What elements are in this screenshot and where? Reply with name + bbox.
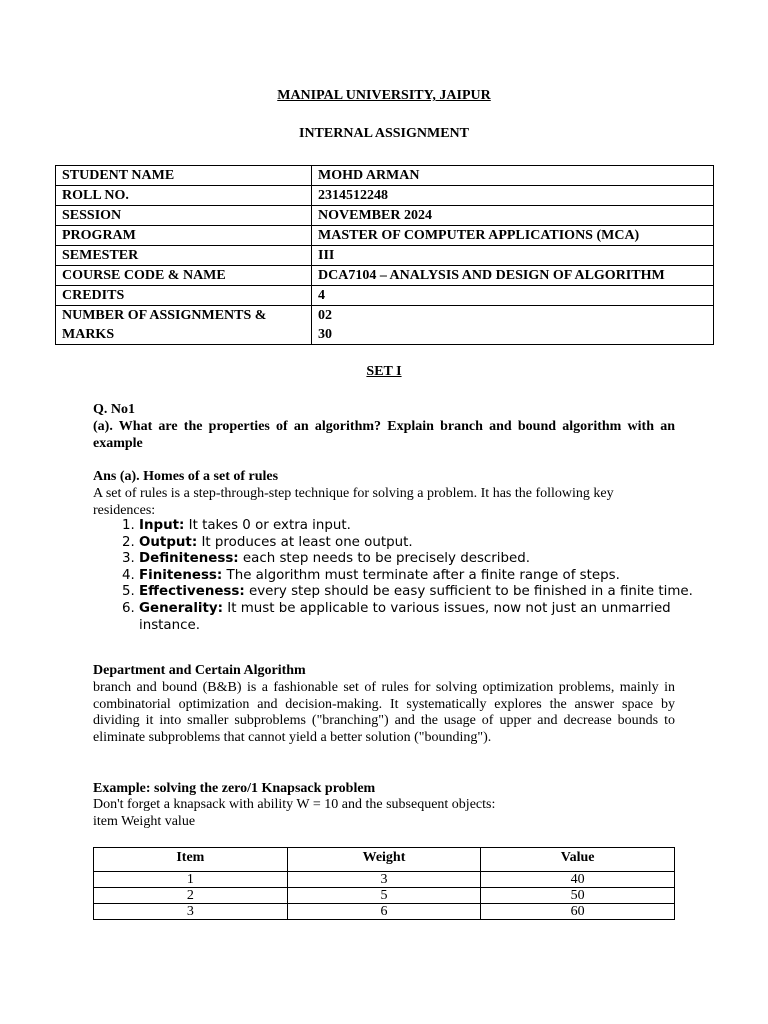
info-value: MASTER OF COMPUTER APPLICATIONS (MCA) — [312, 226, 714, 246]
table-row — [56, 286, 714, 306]
info-label: STUDENT NAME — [56, 166, 312, 186]
table-row — [56, 206, 714, 226]
info-value: 2314512248 — [312, 186, 714, 206]
table-row — [94, 904, 675, 920]
question-number: Q. No1 — [93, 402, 135, 417]
bb-paragraph: branch and bound (B&B) is a fashionable set of rules for solving optimization problems, mainly in combinatorial optimization and decision-making. It systematically explores the answer space by dividing it into smaller subproblems ("branching") and the usage of upper and decrease bounds to eliminate subproblems that cannot yield a better solution ("bounding"). — [93, 680, 675, 745]
info-label: SEMESTER — [56, 246, 312, 266]
table-row — [56, 266, 714, 286]
info-label: SESSION — [56, 206, 312, 226]
table-row — [56, 246, 714, 266]
table-row — [56, 166, 714, 186]
answer-intro: A set of rules is a step-through-step technique for solving a problem. It has the following key residences: — [93, 486, 614, 518]
student-info-table — [55, 165, 714, 345]
info-label: PROGRAM — [56, 226, 312, 246]
set-title: SET I — [366, 364, 402, 379]
knapsack-table — [93, 847, 675, 920]
property-term: Effectiveness: — [139, 584, 245, 600]
info-value-line2: 30 — [318, 327, 332, 342]
example-line-1: Don't forget a knapsack with ability W = 10 and the subsequent objects: — [93, 797, 496, 812]
list-item — [139, 568, 699, 585]
list-item — [139, 601, 699, 634]
table-row — [56, 186, 714, 206]
info-label-line2: MARKS — [62, 327, 115, 342]
property-desc: The algorithm must terminate after a finite range of steps. — [222, 567, 620, 583]
example-heading: Example: solving the zero/1 Knapsack problem — [93, 781, 376, 796]
list-item — [139, 551, 699, 568]
column-header-item: Item — [94, 848, 288, 872]
property-term: Definiteness: — [139, 551, 239, 567]
bb-heading: Department and Certain Algorithm — [93, 663, 306, 678]
cell-item: 2 — [94, 888, 288, 904]
university-title: MANIPAL UNIVERSITY, JAIPUR — [277, 88, 491, 103]
assignment-title: INTERNAL ASSIGNMENT — [299, 126, 469, 141]
info-value: 4 — [312, 286, 714, 306]
cell-weight: 5 — [287, 888, 481, 904]
info-label: ROLL NO. — [56, 186, 312, 206]
list-item — [139, 535, 699, 552]
info-label: COURSE CODE & NAME — [56, 266, 312, 286]
property-term: Generality: — [139, 600, 223, 616]
cell-item: 3 — [94, 904, 288, 920]
table-row — [94, 872, 675, 888]
table-row — [56, 226, 714, 246]
info-label — [56, 306, 312, 345]
cell-item: 1 — [94, 872, 288, 888]
cell-weight: 6 — [287, 904, 481, 920]
list-item — [139, 584, 699, 601]
property-desc: It produces at least one output. — [197, 534, 413, 550]
property-desc: each step needs to be precisely described. — [238, 551, 531, 567]
info-label: CREDITS — [56, 286, 312, 306]
info-value — [312, 306, 714, 345]
cell-value: 50 — [481, 888, 675, 904]
cell-value: 60 — [481, 904, 675, 920]
property-desc: every step should be easy sufficient to be finished in a finite time. — [244, 584, 693, 600]
cell-weight: 3 — [287, 872, 481, 888]
table-row — [56, 306, 714, 345]
column-header-value: Value — [481, 848, 675, 872]
table-row — [94, 888, 675, 904]
info-value: III — [312, 246, 714, 266]
column-header-weight: Weight — [287, 848, 481, 872]
answer-heading: Ans (a). Homes of a set of rules — [93, 469, 279, 484]
cell-value: 40 — [481, 872, 675, 888]
table-header-row — [94, 848, 675, 872]
property-term: Finiteness: — [139, 567, 223, 583]
example-line-2: item Weight value — [93, 814, 196, 829]
properties-list — [93, 518, 699, 634]
info-value: DCA7104 – ANALYSIS AND DESIGN OF ALGORITHM — [312, 266, 714, 286]
info-value-line1: 02 — [318, 308, 332, 323]
info-value: NOVEMBER 2024 — [312, 206, 714, 226]
list-item — [139, 518, 699, 535]
question-text: (a). What are the properties of an algorithm? Explain branch and bound algorithm with an example — [93, 419, 675, 451]
property-desc: It takes 0 or extra input. — [184, 518, 351, 533]
property-term: Output: — [139, 534, 198, 550]
property-desc: It must be applicable to various issues, now not just an unmarried instance. — [139, 600, 671, 633]
info-label-line1: NUMBER OF ASSIGNMENTS & — [62, 308, 267, 323]
info-value: MOHD ARMAN — [312, 166, 714, 186]
property-term: Input: — [139, 518, 185, 533]
